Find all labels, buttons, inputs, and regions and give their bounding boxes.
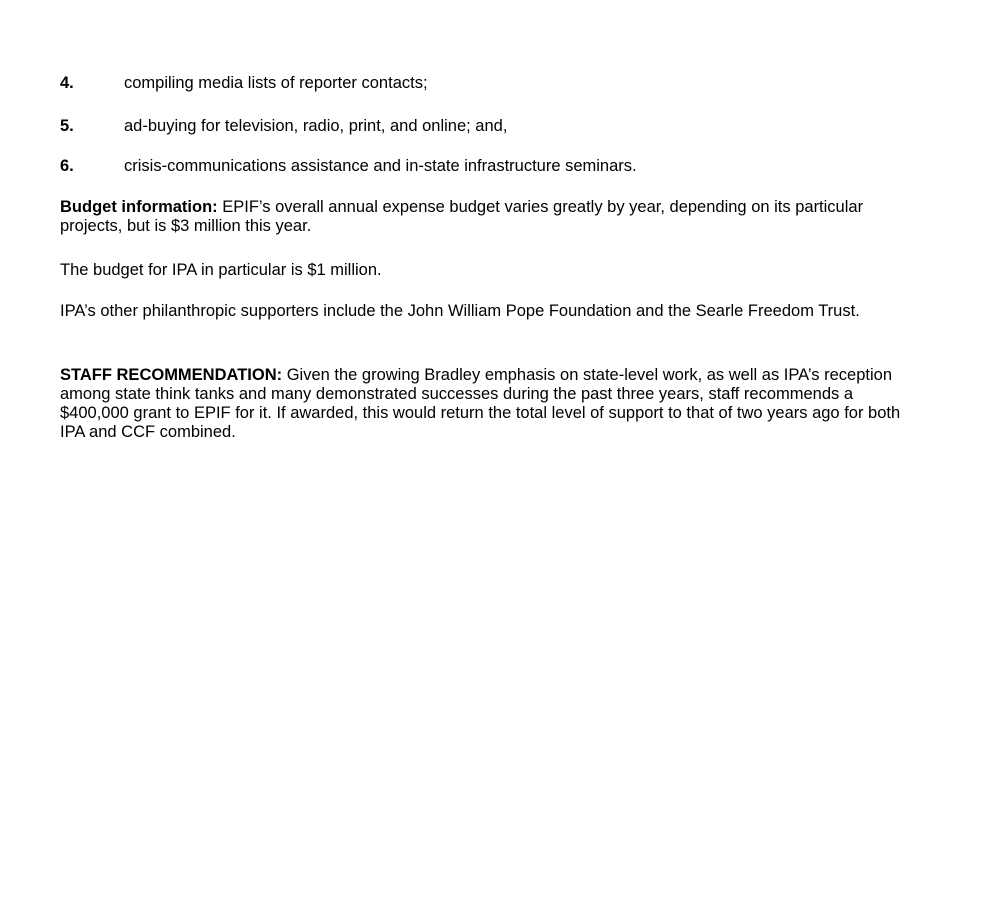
budget-paragraph: Budget information: EPIF’s overall annual expense budget varies greatly by year, depending on its particular projects, but is $3 million this year. bbox=[60, 198, 864, 235]
ipa-budget-paragraph: The budget for IPA in particular is $1 million. bbox=[60, 261, 382, 279]
recommendation-paragraph: STAFF RECOMMENDATION: Given the growing Bradley emphasis on state-level work, as well as IPA’s reception among state think tanks and many demonstrated successes during the past three years, staff recommends a $400,000 grant to EPIF for it. If awarded, this would return the total level of support to that of two years ago for both IPA and CCF combined. bbox=[60, 366, 901, 441]
supporters-paragraph: IPA’s other philanthropic supporters include the John William Pope Foundation and the Searle Freedom Trust. bbox=[60, 302, 860, 320]
document-page: 4. compiling media lists of reporter contacts; 5. ad-buying for television, radio, print, and online; and, 6. crisis-communications assistance and in-state infrastructure seminars. Budget information: EPIF’s overall annual expense budget varies greatly by year, depending on its particular projects, but is $3 million this year. The budget for IPA in particular is $1 million. IPA’s other philanthropic supporters include the John William Pope Foundation and the Searle Freedom Trust. STAFF RECOMMENDATION: Given the growing Bradley emphasis on state-level work, as well as IPA’s reception among state think tanks and many demonstrated successes during the past three years, staff recommends a $400,000 grant to EPIF for it. If awarded, this would return the total level of support to that of two years ago for both IPA and CCF combined. bbox=[0, 0, 986, 908]
